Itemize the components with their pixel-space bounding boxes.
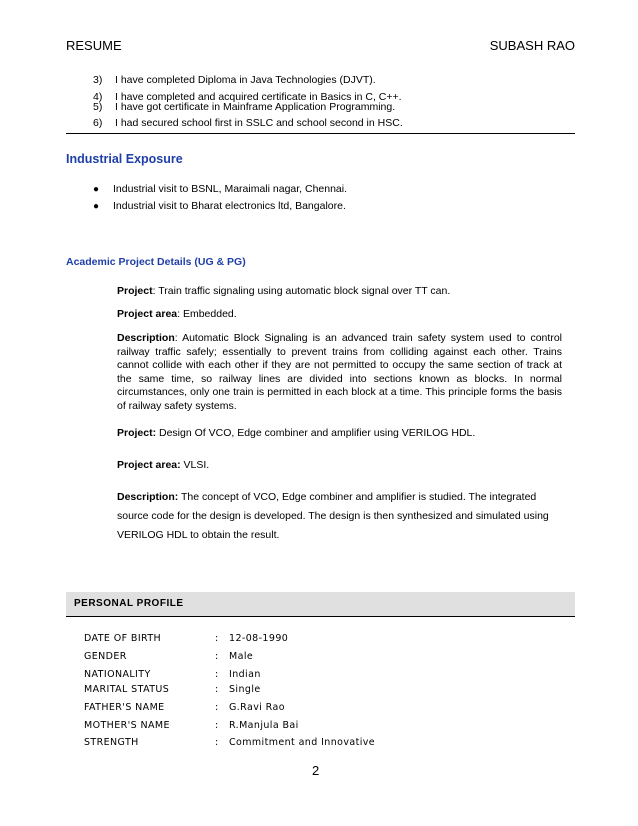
profile-row: [84, 669, 261, 680]
profile-sep: :: [215, 737, 219, 748]
description-text: : Automatic Block Signaling is an advanced train safety system used to control railway traffic safely; essentially to prevent trains from colliding against each other. Trains cannot collide with each other if they are not permitted to occupy the same section of track at the same time, so railway lines are divided into sections known as blocks. In normal circumstances, only one train is permitted in each block at a time. This principle forms the basis of railway safety systems.: [117, 332, 562, 412]
profile-row: [84, 633, 288, 644]
project-1-title: [117, 285, 562, 297]
header-right: SUBASH RAO: [489, 38, 575, 53]
profile-sep: :: [215, 702, 219, 713]
list-number: 4): [93, 91, 103, 103]
project-value: : Train traffic signaling using automatic block signal over TT can.: [152, 285, 451, 297]
profile-sep: :: [215, 720, 219, 731]
profile-key: STRENGTH: [84, 737, 139, 748]
profile-value: 12-08-1990: [229, 633, 289, 644]
project-area-value: : Embedded.: [177, 308, 237, 320]
profile-key: DATE OF BIRTH: [84, 633, 162, 644]
bullet-icon: ●: [93, 184, 100, 195]
bullet-icon: ●: [93, 201, 100, 212]
list-item: [93, 101, 395, 113]
list-item: [93, 183, 347, 195]
project-label: Project:: [117, 427, 157, 439]
list-item: [93, 74, 376, 86]
profile-row: [84, 651, 253, 662]
profile-value: Male: [229, 651, 254, 662]
list-number: 3): [93, 74, 103, 86]
description-text: The concept of VCO, Edge combiner and amplifier is studied. The integrated source code for the design is developed. The design is then synthesized and simulated using VERILOG HDL to obtain the result.: [117, 491, 549, 541]
description-label: Description:: [117, 491, 179, 503]
project-1-area: [117, 308, 562, 320]
list-item: [93, 200, 346, 212]
profile-value: Commitment and Innovative: [229, 737, 376, 748]
project-area-value: VLSI.: [180, 459, 210, 471]
industrial-exposure-title: Industrial Exposure: [66, 152, 183, 166]
section-divider: [66, 133, 575, 134]
profile-row: [84, 737, 375, 748]
project-label: Project: [117, 285, 153, 297]
profile-key: MOTHER'S NAME: [84, 720, 170, 731]
profile-value: R.Manjula Bai: [229, 720, 299, 731]
list-text: I had secured school first in SSLC and school second in HSC.: [115, 117, 403, 129]
personal-profile-header: [66, 592, 575, 617]
academic-projects-title: Academic Project Details (UG & PG): [66, 256, 246, 268]
project-2-title: [117, 427, 562, 439]
personal-profile-title: PERSONAL PROFILE: [74, 598, 184, 609]
profile-sep: :: [215, 651, 219, 662]
list-text: I have completed Diploma in Java Technologies (DJVT).: [115, 74, 376, 86]
profile-sep: :: [215, 669, 219, 680]
header-left: RESUME: [66, 38, 122, 53]
list-item: [93, 117, 403, 129]
profile-key: NATIONALITY: [84, 669, 151, 680]
profile-row: [84, 702, 285, 713]
list-text: I have completed and acquired certificate in Basics in C, C++.: [115, 91, 402, 103]
list-number: 5): [93, 101, 103, 113]
profile-value: G.Ravi Rao: [229, 702, 285, 713]
page-number: 2: [312, 763, 320, 778]
project-2-area: [117, 459, 562, 471]
description-label: Description: [117, 332, 175, 344]
profile-key: MARITAL STATUS: [84, 684, 170, 695]
profile-row: [84, 684, 261, 695]
list-number: 6): [93, 117, 103, 129]
profile-sep: :: [215, 684, 219, 695]
list-text: Industrial visit to Bharat electronics ltd, Bangalore.: [113, 200, 346, 212]
profile-key: FATHER'S NAME: [84, 702, 165, 713]
profile-value: Single: [229, 684, 261, 695]
list-text: Industrial visit to BSNL, Maraimali nagar, Chennai.: [113, 183, 348, 195]
project-area-label: Project area: [117, 308, 178, 320]
project-value: Design Of VCO, Edge combiner and amplifier using VERILOG HDL.: [156, 427, 476, 439]
project-area-label: Project area:: [117, 459, 181, 471]
project-1-description: [117, 332, 562, 413]
profile-row: [84, 720, 299, 731]
profile-key: GENDER: [84, 651, 127, 662]
profile-sep: :: [215, 633, 219, 644]
project-2-description: [117, 488, 562, 545]
list-text: I have got certificate in Mainframe Application Programming.: [115, 101, 396, 113]
profile-value: Indian: [229, 669, 261, 680]
